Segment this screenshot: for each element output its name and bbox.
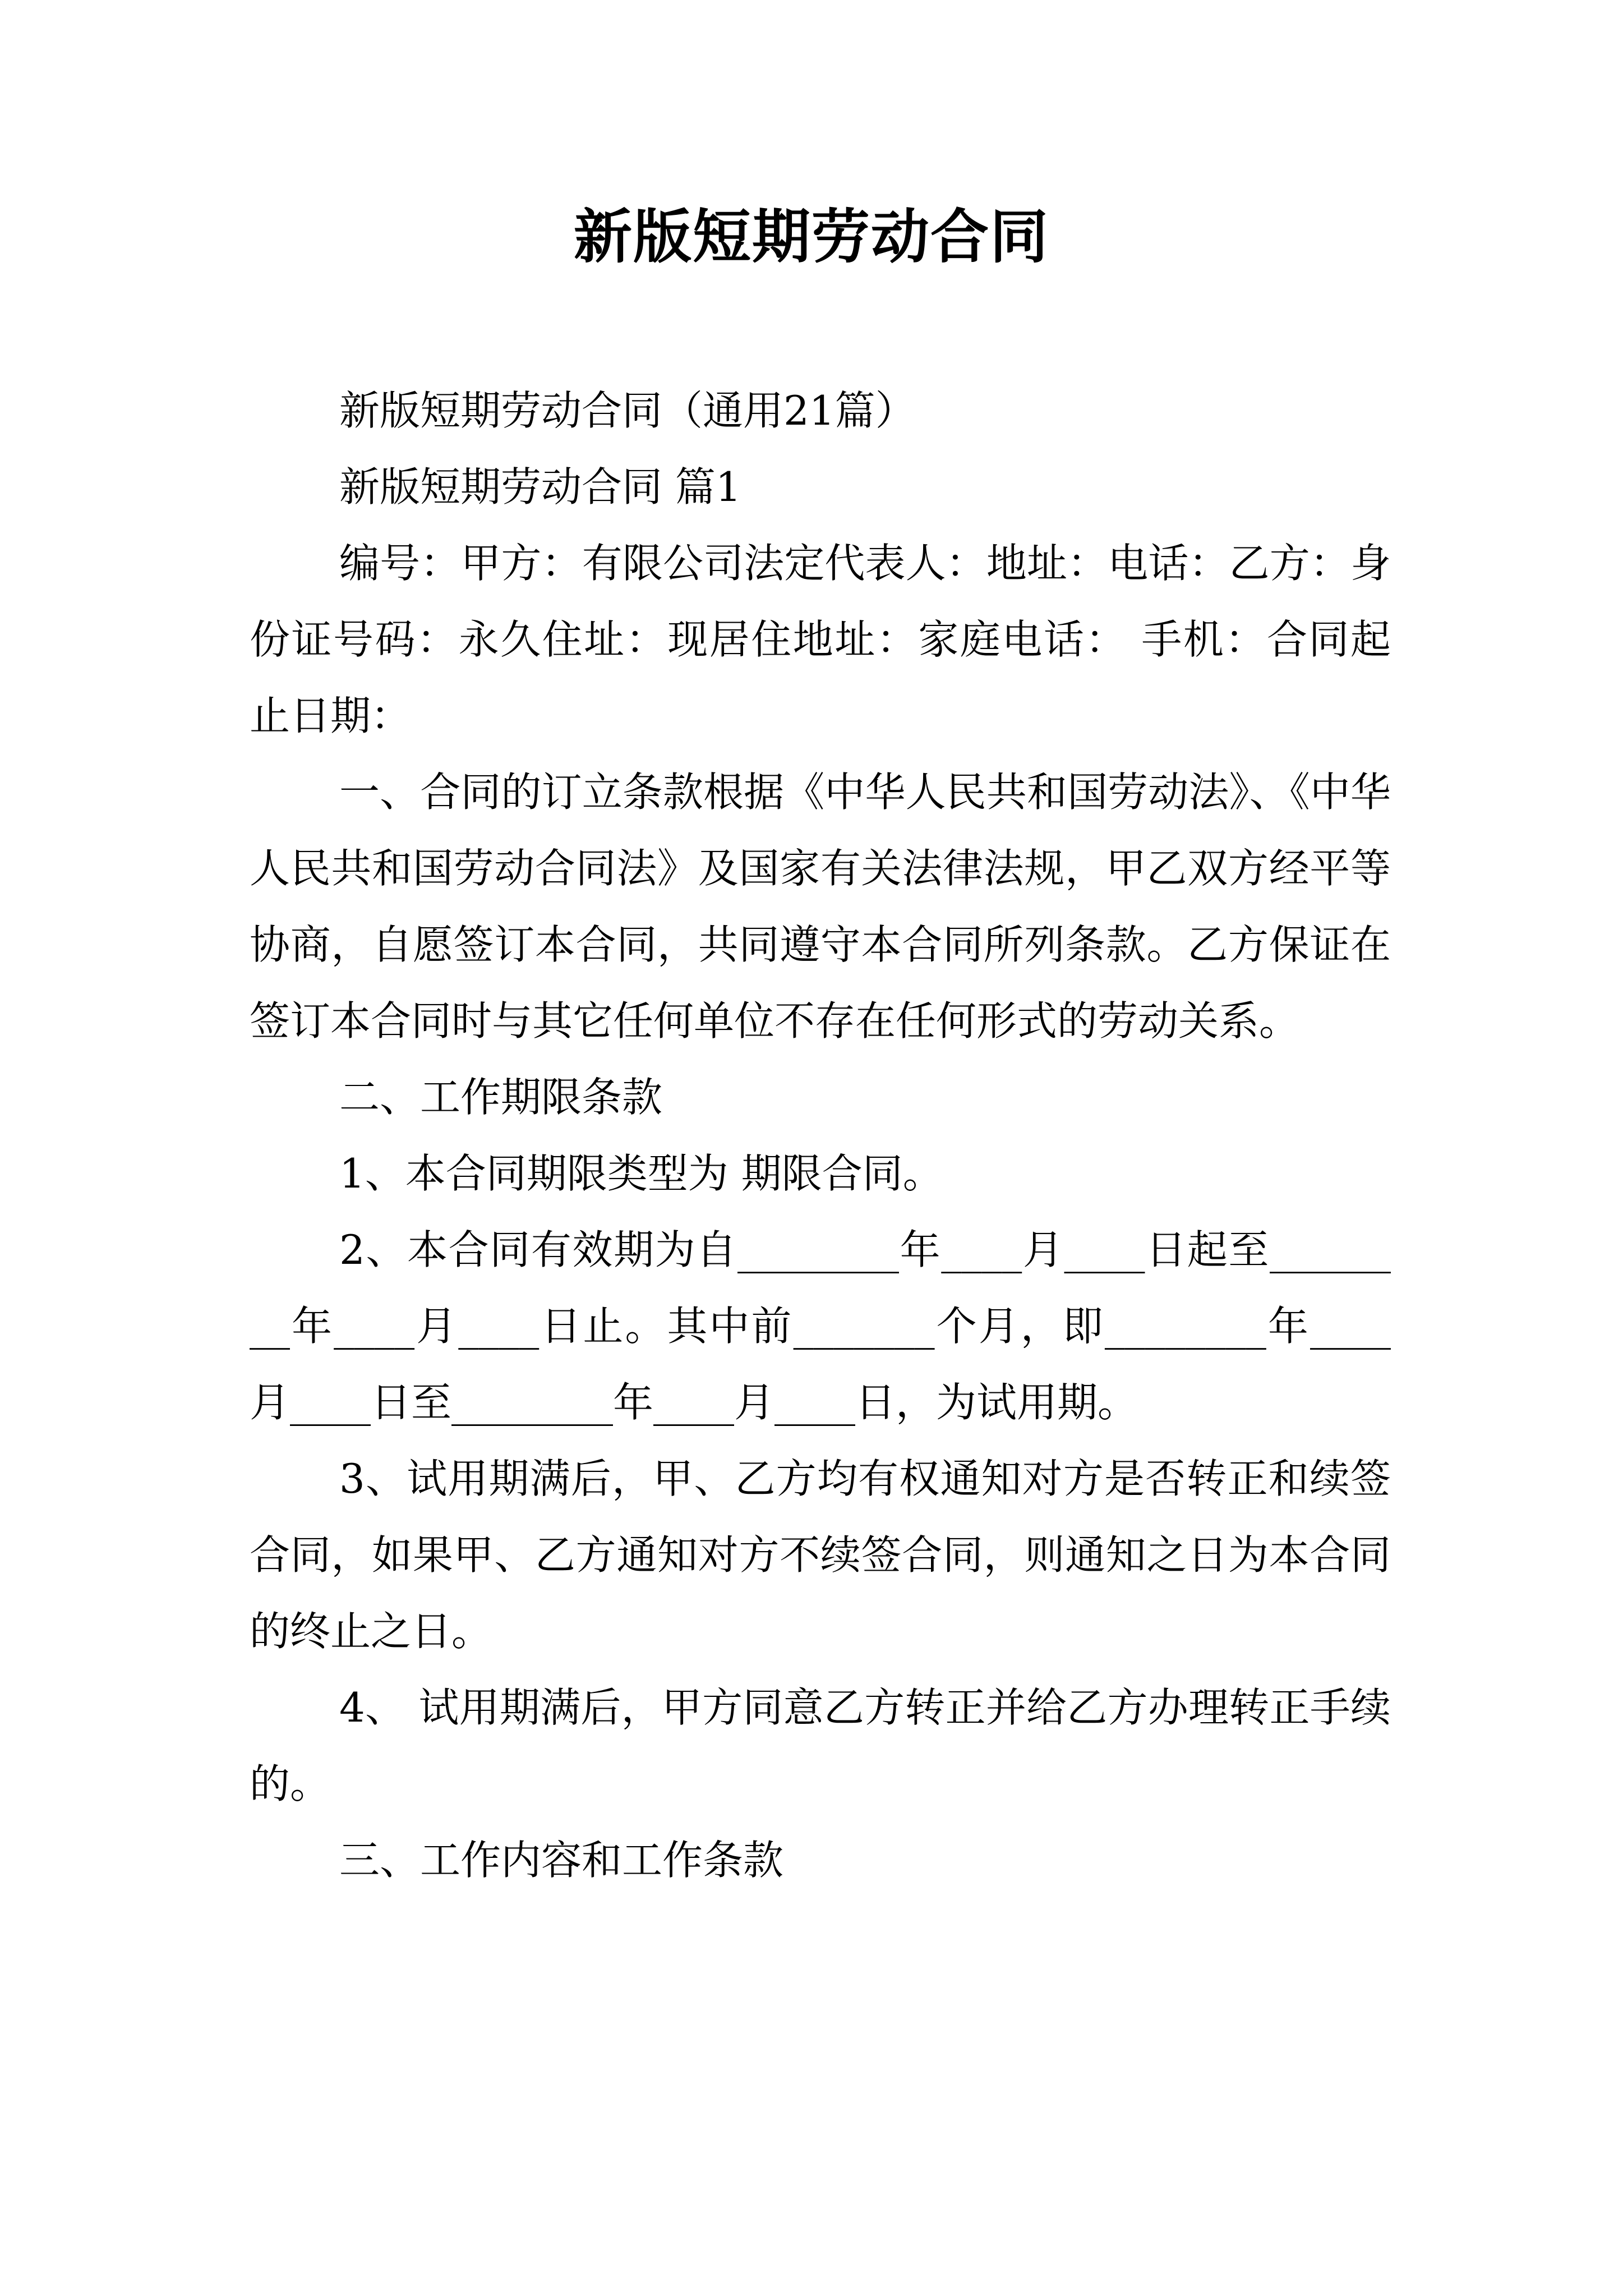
document-title: 新版短期劳动合同 — [573, 202, 1049, 271]
document-body — [250, 372, 1391, 1898]
clause-heading: 二、工作期限条款 — [339, 1074, 663, 1121]
clause-paragraph: 4、 试用期满后，甲方同意乙方转正并给乙方办理转正手续的。 — [250, 1684, 1391, 1807]
clause-paragraph: 一、合同的订立条款根据《中华人民共和国劳动法》、《中华人民共和国劳动合同法》及国家有关法律法规，甲乙双方经平等协商，自愿签订本合同，共同遵守本合同所列条款。乙方保证在签订本合同时与其它任何单位不存在任何形式的劳动关系。 — [250, 769, 1391, 1045]
clause-paragraph: 2、本合同有效期为自________年____月____日起至________年____月____日止。其中前_______个月，即________年____月____日至________年____月____日，为试用期。 — [250, 1226, 1391, 1426]
section-heading: 新版短期劳动合同 篇1 — [339, 463, 741, 510]
clause-paragraph: 1、本合同期限类型为 期限合同。 — [339, 1150, 943, 1197]
clause-heading: 三、工作内容和工作条款 — [339, 1837, 784, 1884]
clause-paragraph: 3、试用期满后，甲、乙方均有权通知对方是否转正和续签合同，如果甲、乙方通知对方不续签合同，则通知之日为本合同的终止之日。 — [250, 1455, 1391, 1655]
document-subtitle: 新版短期劳动合同（通用21篇） — [339, 387, 916, 434]
contract-parties-paragraph: 编号：甲方：有限公司法定代表人：地址：电话：乙方：身份证号码：永久住址：现居住地址：家庭电话： 手机：合同起止日期： — [250, 540, 1391, 739]
